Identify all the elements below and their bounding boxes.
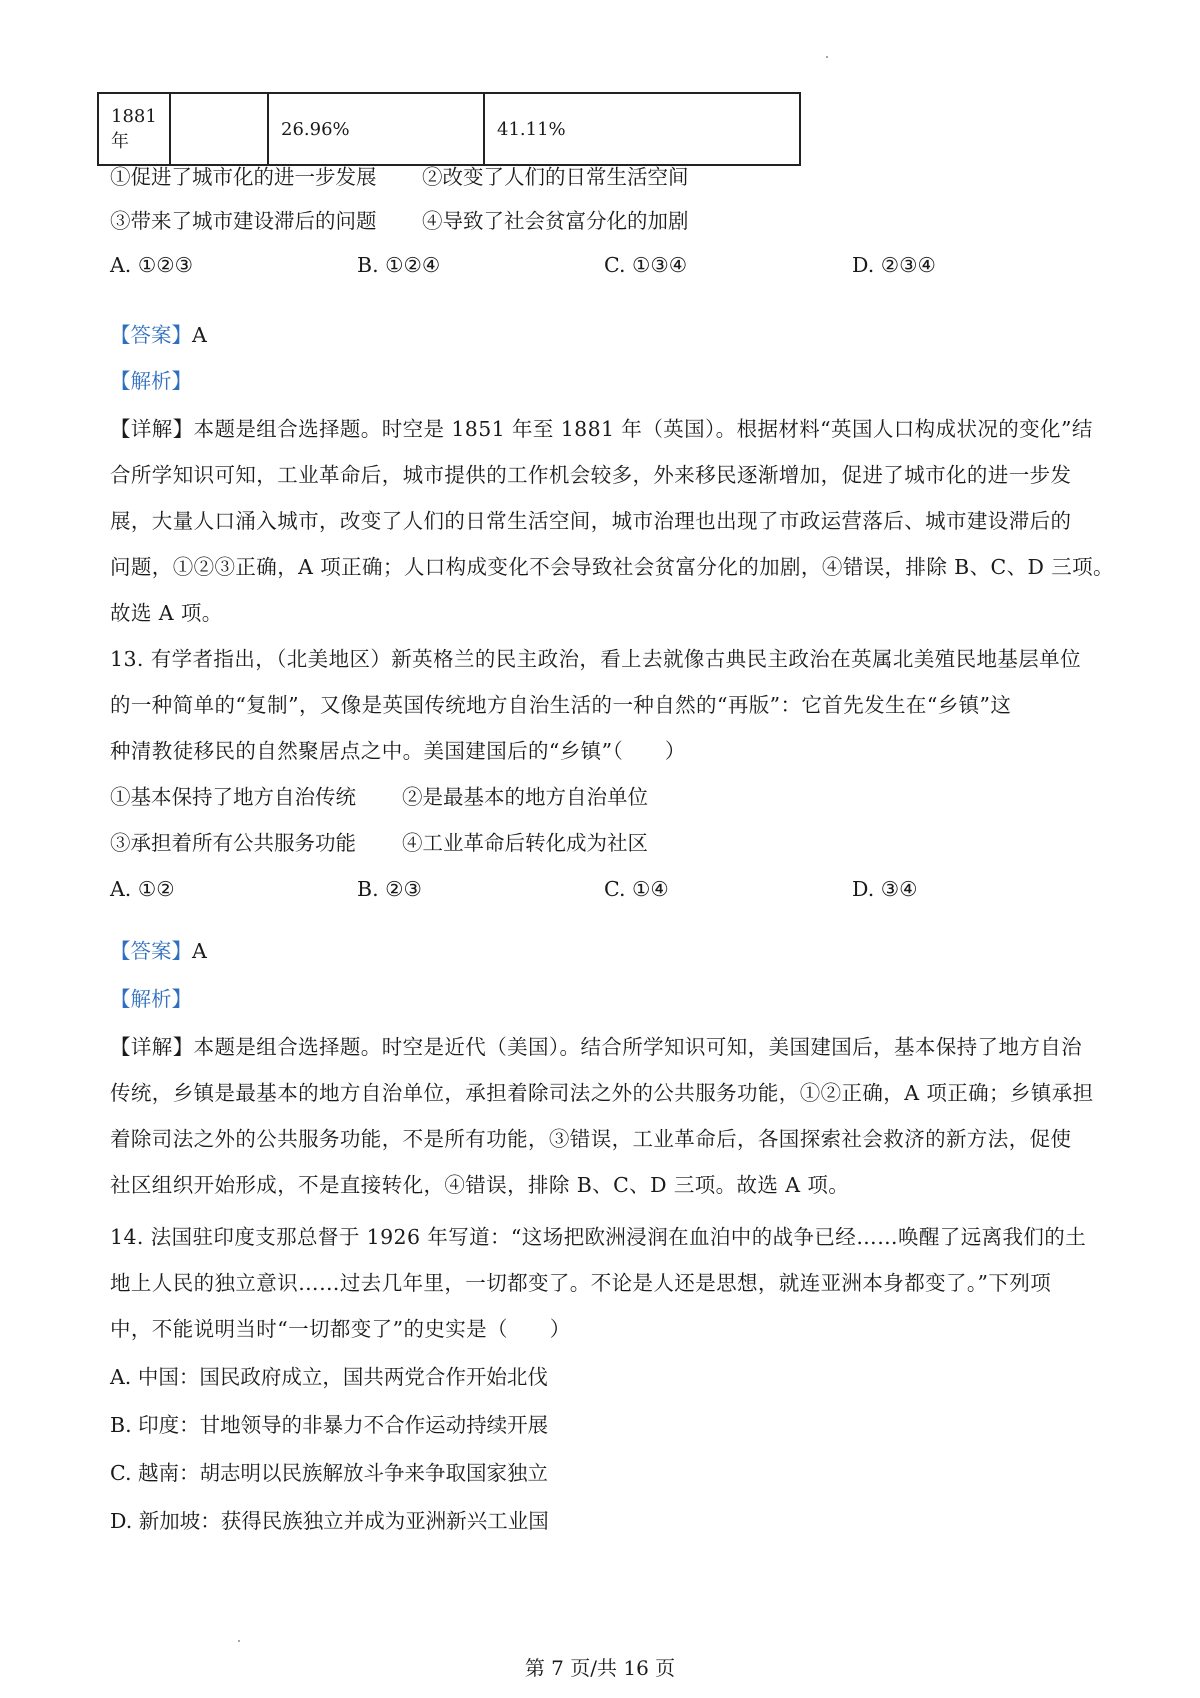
detail-tag: 【详解】: [110, 1035, 194, 1059]
q13-statement-4: ④工业革命后转化成为社区: [402, 831, 648, 855]
q13-option-d: D. ③④: [852, 877, 918, 901]
table-cell-value-1: 26.96%: [268, 93, 484, 165]
q13-answer: [110, 936, 207, 966]
q12-detail-line-2: 合所学知识可知，工业革命后，城市提供的工作机会较多，外来移民逐渐增加，促进了城市化的进一步发: [110, 463, 1072, 487]
q12-statement-4: ④导致了社会贫富分化的加剧: [422, 209, 689, 233]
q12-detail-line-5: 故选 A 项。: [110, 601, 223, 625]
answer-tag: 【答案】: [110, 323, 192, 347]
q14-stem-line-1: 14. 法国驻印度支那总督于 1926 年写道：“这场把欧洲浸润在血泊中的战争已经……唤醒了远离我们的土: [110, 1225, 1087, 1249]
q13-stem-line-1: 13. 有学者指出，（北美地区）新英格兰的民主政治，看上去就像古典民主政治在英属北美殖民地基层单位: [110, 647, 1081, 671]
q13-stem-line-3: 种清教徒移民的自然聚居点之中。美国建国后的“乡镇”（ ）: [110, 739, 686, 763]
q12-analysis-tag: 【解析】: [110, 369, 192, 393]
table-cell-year: 1881年: [98, 93, 170, 165]
population-table: [97, 92, 801, 166]
q14-option-d: D. 新加坡：获得民族独立并成为亚洲新兴工业国: [110, 1509, 549, 1533]
detail-tag: 【详解】: [110, 417, 194, 441]
q13-detail-line-4: 社区组织开始形成，不是直接转化，④错误，排除 B、C、D 三项。故选 A 项。: [110, 1173, 850, 1197]
q13-detail-line-2: 传统，乡镇是最基本的地方自治单位，承担着除司法之外的公共服务功能，①②正确，A 项正确；乡镇承担: [110, 1081, 1094, 1105]
q13-stem-line-2: 的一种简单的“复制”，又像是英国传统地方自治生活的一种自然的“再版”：它首先发生在“乡镇”这: [110, 693, 1012, 717]
q12-option-a: A. ①②③: [110, 253, 193, 277]
answer-value: A: [192, 323, 207, 347]
q13-statement-1: ①基本保持了地方自治传统: [110, 785, 356, 809]
q13-statement-2: ②是最基本的地方自治单位: [402, 785, 648, 809]
q12-statement-3: ③带来了城市建设滞后的问题: [110, 209, 377, 233]
q12-detail-line-4: 问题，①②③正确，A 项正确；人口构成变化不会导致社会贫富分化的加剧，④错误，排除 B、C、D 三项。: [110, 555, 1114, 579]
scan-speck: [238, 1640, 240, 1642]
q12-statement-1: ①促进了城市化的进一步发展: [110, 165, 377, 189]
q14-option-c: C. 越南：胡志明以民族解放斗争来争取国家独立: [110, 1461, 548, 1485]
q13-option-a: A. ①②: [110, 877, 175, 901]
answer-tag: 【答案】: [110, 939, 192, 963]
q12-option-d: D. ②③④: [852, 253, 936, 277]
q14-stem-line-3: 中，不能说明当时“一切都变了”的史实是（ ）: [110, 1317, 571, 1341]
q12-option-c: C. ①③④: [604, 253, 688, 277]
q13-option-c: C. ①④: [604, 877, 669, 901]
q12-option-b: B. ①②④: [357, 253, 441, 277]
answer-value: A: [192, 939, 207, 963]
table-cell-value-2: 41.11%: [484, 93, 800, 165]
q13-analysis-tag: 【解析】: [110, 987, 192, 1011]
page-footer: 第 7 页/共 16 页: [524, 1656, 676, 1680]
q14-option-b: B. 印度：甘地领导的非暴力不合作运动持续开展: [110, 1413, 549, 1437]
q12-detail-line-1: [110, 414, 1093, 444]
table-row: [98, 93, 800, 165]
scan-speck: [826, 56, 828, 58]
q13-detail-line-1: [110, 1032, 1082, 1062]
q13-option-b: B. ②③: [357, 877, 422, 901]
q13-statement-3: ③承担着所有公共服务功能: [110, 831, 356, 855]
q12-statement-2: ②改变了人们的日常生活空间: [422, 165, 689, 189]
q12-answer: [110, 320, 207, 350]
q12-detail-line-3: 展，大量人口涌入城市，改变了人们的日常生活空间，城市治理也出现了市政运营落后、城市建设滞后的: [110, 509, 1072, 533]
q14-stem-line-2: 地上人民的独立意识……过去几年里，一切都变了。不论是人还是思想，就连亚洲本身都变了。”下列项: [110, 1271, 1052, 1295]
q13-detail-line-3: 着除司法之外的公共服务功能，不是所有功能，③错误，工业革命后，各国探索社会救济的新方法，促使: [110, 1127, 1072, 1151]
q14-option-a: A. 中国：国民政府成立，国共两党合作开始北伐: [110, 1365, 548, 1389]
detail-text: 本题是组合选择题。时空是 1851 年至 1881 年（英国）。根据材料“英国人口构成状况的变化”结: [193, 417, 1093, 441]
table-cell-empty: [170, 93, 268, 165]
detail-text: 本题是组合选择题。时空是近代（美国）。结合所学知识可知，美国建国后，基本保持了地方自治: [193, 1035, 1083, 1059]
